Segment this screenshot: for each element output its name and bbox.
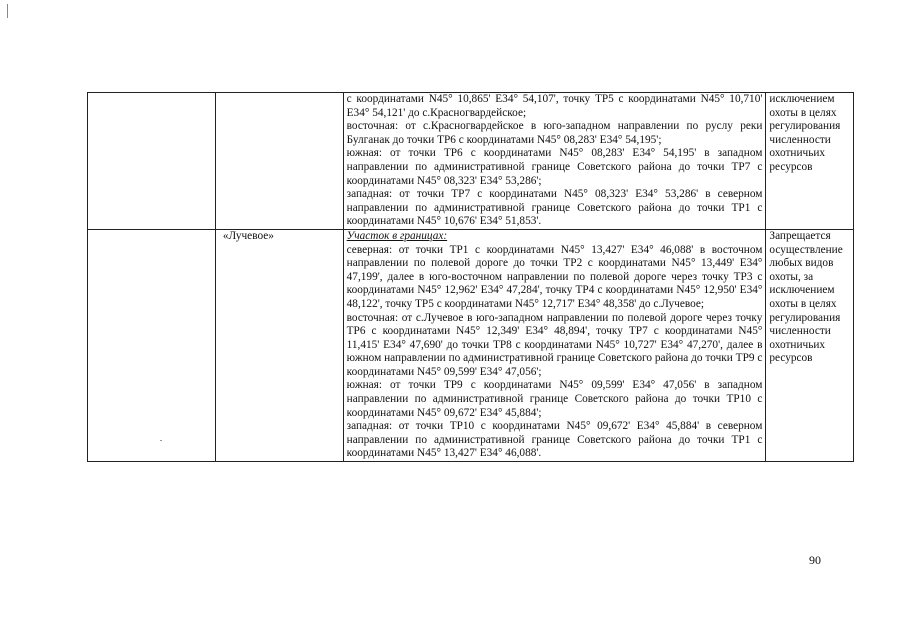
border-south: южная: от точки ТР9 с координатами N45° 09,599' E34° 47,056' в западном направлении по административной границе Советского района до точки ТР10 с координатами N45° 09,672' E34° 45,884'; — [346, 379, 763, 419]
restriction-text: исключением охоты в целях регулирования численности охотничьих ресурсов — [769, 93, 841, 173]
hunting-areas-table — [87, 92, 854, 462]
row-number-cell — [88, 229, 216, 461]
borders-heading: Участок в границах: — [346, 229, 448, 242]
table-row — [88, 229, 854, 461]
border-paragraph: с координатами N45° 10,865' E34° 54,107', точку ТР5 с координатами N45° 10,710' E34° 54,121' до с.Красногвардейское; — [346, 93, 763, 119]
scan-corner-mark — [7, 4, 11, 18]
border-west: западная: от точки ТР10 с координатами N45° 09,672' E34° 45,884' в северном направлении по административной границе Советского района до точки ТР1 с координатами N45° 13,427' E34° 46,088'. — [346, 420, 763, 460]
area-name-cell — [215, 93, 343, 230]
border-east: восточная: от с.Лучевое в юго-западном направлении по полевой дороге через точку ТР6 с координатами N45° 12,349' E34° 48,894', точку ТР7 с координатами N45° 11,415' E34° 47,690' до точки ТР8 с координатами N45° 10,727' E34° 47,270', далее в южном направлении по административной границе Советского района до точки ТР9 с координатами N45° 09,599' E34° 47,056'; — [346, 311, 763, 378]
restriction-cell — [766, 229, 854, 461]
restriction-cell — [766, 93, 854, 230]
border-west: западная: от точки ТР7 с координатами N45° 08,323' E34° 53,286' в северном направлении по административной границе Советского района до точки ТР1 с координатами N45° 10,676' E34° 51,853'. — [346, 188, 763, 228]
area-name-cell — [215, 229, 343, 461]
border-east: восточная: от с.Красногвардейское в юго-западном направлении по руслу реки Булганак до точки ТР6 с координатами N45° 08,283' E34° 54,195'; — [346, 120, 763, 146]
row-number-cell — [88, 93, 216, 230]
table-row — [88, 93, 854, 230]
restriction-text: Запрещается осуществление любых видов охоты, за исключением охоты в целях регулирования численности охотничьих ресурсов — [769, 229, 843, 365]
borders-cell — [343, 229, 766, 461]
borders-cell — [343, 93, 766, 230]
page-number: 90 — [809, 553, 821, 567]
area-name: «Лучевое» — [222, 229, 274, 242]
border-south: южная: от точки ТР6 с координатами N45° 08,283' E34° 54,195' в западном направлении по административной границе Советского района до точки ТР7 с координатами N45° 08,323' E34° 53,286'; — [346, 147, 763, 187]
border-north: северная: от точки ТР1 с координатами N45° 13,427' E34° 46,088' в восточном направлении по полевой дороге до точки ТР2 с координатами N45° 13,449' E34° 47,199', далее в юго-восточном направлении по полевой дороге через точку ТР3 с координатами N45° 12,962' E34° 47,284', точку ТР4 с координатами N45° 12,950' E34° 48,122', точку ТР5 с координатами N45° 12,717' E34° 48,358' до с.Лучевое; — [346, 243, 763, 310]
